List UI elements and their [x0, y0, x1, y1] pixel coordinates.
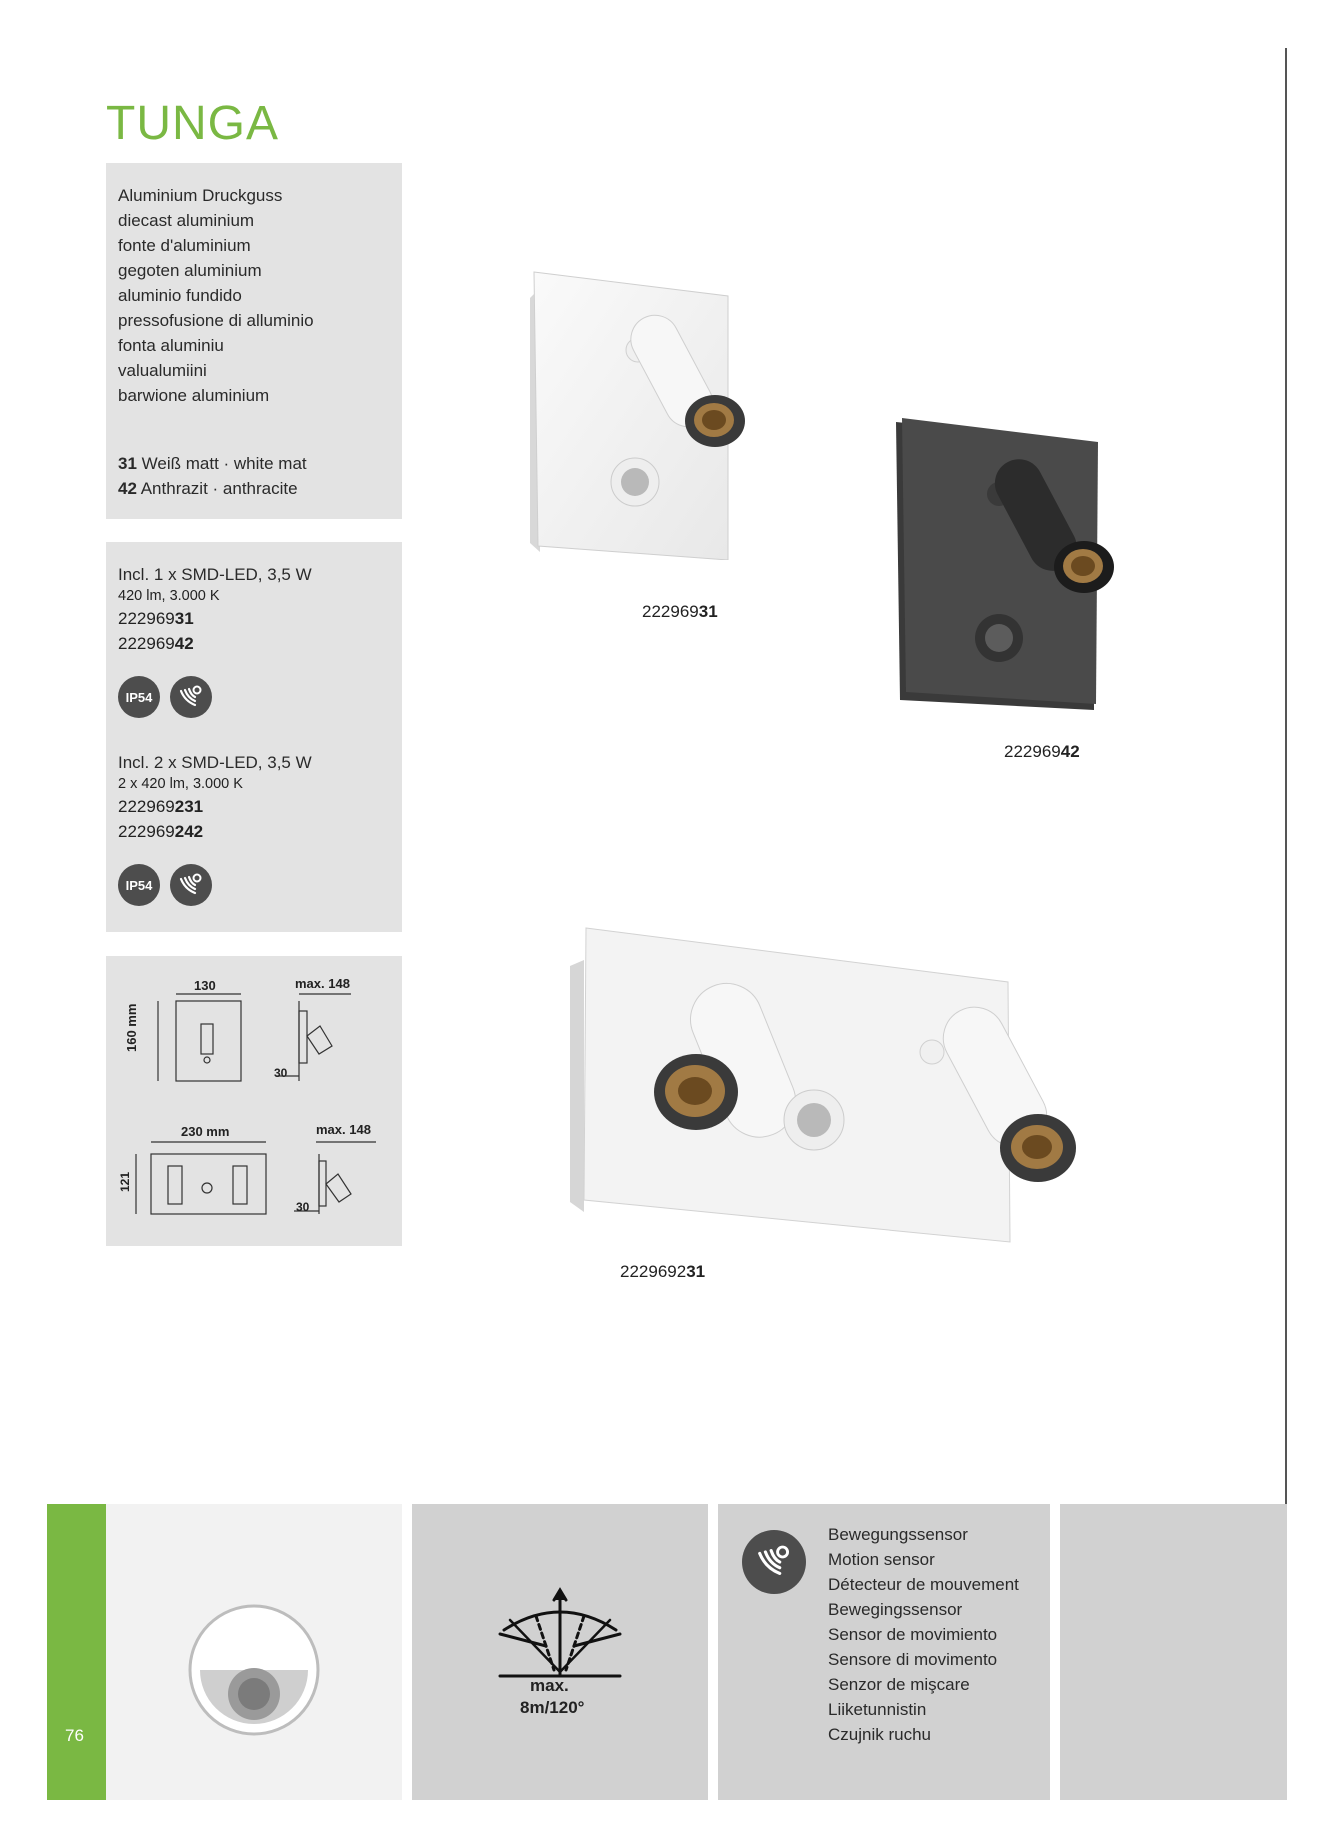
spec-group-2 [118, 750, 312, 844]
page-number-bar [47, 1504, 106, 1800]
sensor-labels [828, 1522, 1019, 1747]
sensor-label: Bewegungssensor [828, 1525, 968, 1544]
motion-sensor-icon [170, 864, 212, 906]
sensor-label: Senzor de mişcare [828, 1675, 970, 1694]
page-number: 76 [65, 1726, 84, 1745]
color-option [118, 451, 307, 476]
sensor-info-box [718, 1504, 1050, 1800]
article-number: 22296931 [118, 609, 194, 628]
sensor-label: Motion sensor [828, 1550, 935, 1569]
product-caption: 22296942 [1004, 742, 1080, 761]
detection-range-icon [490, 1584, 630, 1684]
product-image-white-single [520, 268, 780, 560]
color-option [118, 476, 307, 501]
page-divider [1285, 48, 1287, 1504]
color-label: Weiß matt · white mat [141, 454, 307, 473]
color-label: Anthrazit · anthracite [140, 479, 298, 498]
specs-panel [106, 542, 402, 932]
material-line: aluminio fundido [118, 286, 242, 305]
motion-sensor-icon [170, 676, 212, 718]
color-code: 42 [118, 479, 137, 498]
sensor-photo [106, 1504, 402, 1800]
materials-list [118, 183, 314, 408]
sensor-label: Sensore di movimento [828, 1650, 998, 1669]
material-line: fonte d'aluminium [118, 236, 251, 255]
material-line: Aluminium Druckguss [118, 186, 283, 205]
material-line: barwione aluminium [118, 386, 270, 405]
product-caption: 22296931 [642, 602, 718, 621]
dim-label: 121 [118, 1171, 132, 1192]
ip54-badge: IP54 [118, 864, 160, 906]
empty-footer-box [1060, 1504, 1287, 1800]
material-line: gegoten aluminium [118, 261, 262, 280]
dim-label: 30 [296, 1200, 310, 1214]
range-label-1: max. [530, 1676, 569, 1695]
spec-lumen: 2 x 420 lm, 3.000 K [118, 776, 243, 792]
spec-incl: Incl. 2 x SMD-LED, 3,5 W [118, 753, 312, 772]
sensor-label: Czujnik ruchu [828, 1725, 931, 1744]
color-code: 31 [118, 454, 137, 473]
materials-panel [106, 163, 402, 519]
sensor-label: Bewegingssensor [828, 1600, 963, 1619]
ip54-badge: IP54 [118, 676, 160, 718]
article-number: 222969231 [118, 797, 204, 816]
material-line: diecast aluminium [118, 211, 255, 230]
color-options [118, 451, 307, 501]
material-line: pressofusione di alluminio [118, 311, 314, 330]
material-line: fonta aluminiu [118, 336, 224, 355]
material-line: valualumiini [118, 361, 207, 380]
article-number: 22296942 [118, 634, 194, 653]
dim-label: max. 148 [295, 976, 350, 991]
spec-lumen: 420 lm, 3.000 K [118, 588, 220, 604]
product-image-anthracite-single [884, 412, 1144, 710]
dim-label: max. 148 [316, 1122, 371, 1137]
range-label-2: 8m/120° [520, 1698, 585, 1717]
article-number: 222969242 [118, 822, 204, 841]
spec-group-1 [118, 562, 312, 656]
dim-label: 230 mm [181, 1124, 230, 1139]
spec-incl: Incl. 1 x SMD-LED, 3,5 W [118, 565, 312, 584]
dimensions-panel [106, 956, 402, 1246]
dim-label: 160 mm [124, 1003, 139, 1052]
sensor-label: Sensor de movimiento [828, 1625, 998, 1644]
page-title: TUNGA [106, 97, 279, 150]
product-caption: 222969231 [620, 1262, 706, 1281]
dimension-drawings [106, 956, 402, 1246]
dim-label: 30 [274, 1066, 288, 1080]
range-diagram-box [412, 1504, 708, 1800]
dim-label: 130 [194, 978, 216, 993]
sensor-label: Détecteur de mouvement [828, 1575, 1019, 1594]
motion-sensor-icon [742, 1530, 806, 1594]
sensor-label: Liiketunnistin [828, 1700, 927, 1719]
product-image-white-double [560, 924, 1120, 1254]
